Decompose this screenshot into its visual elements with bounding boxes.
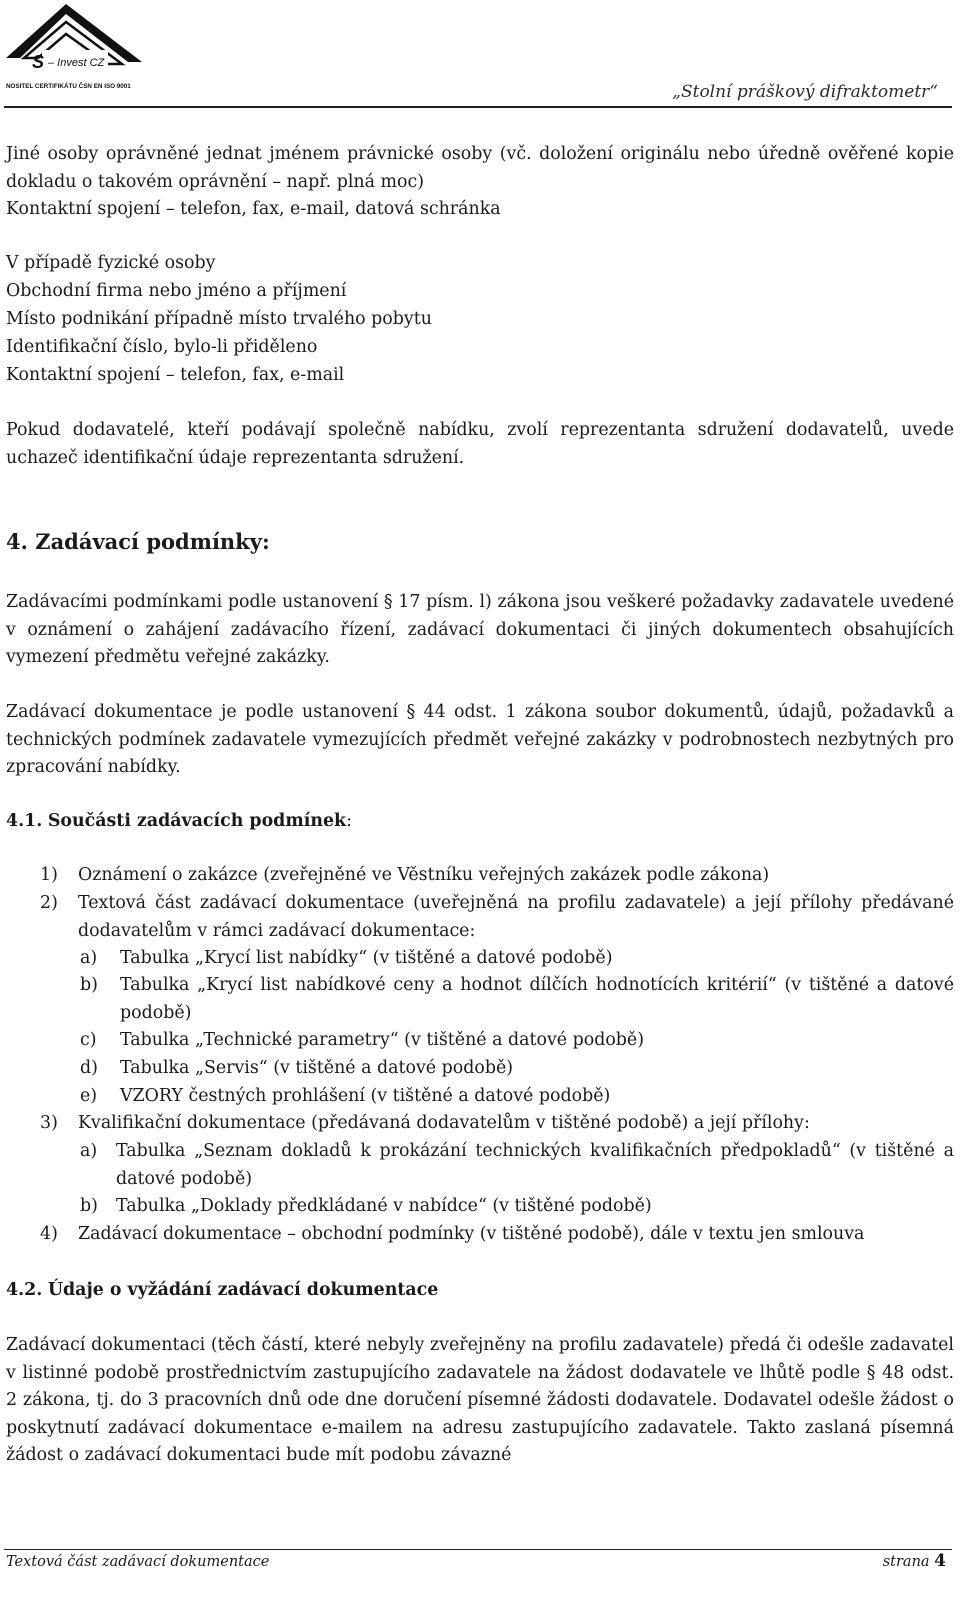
paragraph-consortium: Pokud dodavatelé, kteří podávají společně nabídku, zvolí reprezentanta sdružení dodavatelů, uvede uchazeč identifikační údaje reprezentanta sdružení. <box>6 420 954 468</box>
svg-text:NOSITEL CERTIFIKÁTU ČSN EN ISO: NOSITEL CERTIFIKÁTU ČSN EN ISO 9001 <box>6 83 131 90</box>
list-letter: b) <box>80 1196 98 1216</box>
section-heading-4-1 <box>6 808 954 836</box>
heading-title: Součásti zadávacích podmínek <box>47 811 347 831</box>
document-title: „Stolní práškový difraktometr“ <box>672 82 938 102</box>
list-text: Tabulka „Servis“ (v tištěné a datové podobě) <box>120 1058 514 1078</box>
section-heading-4-2 <box>6 1277 954 1305</box>
list-letter: a) <box>80 948 98 968</box>
paragraph-contact: Kontaktní spojení – telefon, fax, e-mail, datová schránka <box>6 199 501 219</box>
section-heading-4: 4. Zadávací podmínky: <box>6 529 270 554</box>
text-line: V případě fyzické osoby <box>6 253 216 273</box>
heading-number: 4.1. <box>6 811 43 831</box>
text-line: Obchodní firma nebo jméno a příjmení <box>6 281 347 301</box>
list-number: 1) <box>40 865 58 885</box>
logo-graphic <box>4 2 146 94</box>
list-text: Tabulka „Krycí list nabídky“ (v tištěné a datové podobě) <box>120 948 613 968</box>
paragraph-request: Zadávací dokumentaci (těch částí, které nebyly zveřejněny na profilu zadavatele) předá či odešle zadavatel v listinné podobě prostřednictvím zastupujícího zadavatele na žádost dodavatele ve lhůtě podle § 48 odst. 2 zákona, tj. do 3 pracovních dnů ode dne doručení písemné žádosti dodavatele. Dodavatel odešle žádost o poskytnutí zadávací dokumentace e-mailem na adresu zastupujícího zadavatele. Takto zaslaná písemná žádost o zadávací dokumentaci bude mít podobu závazné <box>6 1335 954 1465</box>
footer-document-name: Textová část zadávací dokumentace <box>6 1554 270 1570</box>
page-label: strana <box>882 1554 930 1570</box>
list-text: Tabulka „Seznam dokladů k prokázání technických kvalifikačních předpokladů“ (v tištěné a datové podobě) <box>116 1141 954 1189</box>
footer-divider <box>4 1549 952 1550</box>
paragraph-conditions: Zadávacími podmínkami podle ustanovení § 17 písm. l) zákona jsou veškeré požadavky zadavatele uvedené v oznámení o zahájení zadávacího řízení, zadávací dokumentaci či jiných dokumentech obsahujících vymezení předmětu veřejné zakázky. <box>6 592 954 667</box>
list-letter: b) <box>80 975 98 995</box>
svg-text:– Invest CZ: – Invest CZ <box>48 57 105 69</box>
list-letter: c) <box>80 1030 97 1050</box>
list-letter: d) <box>80 1058 98 1078</box>
header-divider <box>4 106 952 108</box>
list-text: VZORY čestných prohlášení (v tištěné a datové podobě) <box>120 1086 611 1106</box>
list-text: Textová část zadávací dokumentace (uveřejněná na profilu zadavatele) a její přílohy předávané dodavatelům v rámci zadávací dokumentace: <box>78 893 954 941</box>
list-letter: e) <box>80 1086 98 1106</box>
heading-title: Údaje o vyžádání zadávací dokumentace <box>47 1280 439 1300</box>
page-number <box>883 1551 946 1571</box>
page-number-value: 4 <box>934 1551 946 1571</box>
list-number: 4) <box>40 1224 58 1244</box>
company-logo <box>4 2 146 94</box>
list-text: Zadávací dokumentace – obchodní podmínky (v tištěné podobě), dále v textu jen smlouva <box>78 1224 865 1244</box>
paragraph-documentation: Zadávací dokumentace je podle ustanovení § 44 odst. 1 zákona soubor dokumentů, údajů, požadavků a technických podmínek zadavatele vymezujících předmět veřejné zakázky v podrobnostech nezbytných pro zpracování nabídky. <box>6 702 954 777</box>
list-text: Tabulka „Technické parametry“ (v tištěné a datové podobě) <box>120 1030 645 1050</box>
list-text: Kvalifikační dokumentace (předávaná dodavatelům v tištěné podobě) a její přílohy: <box>78 1113 810 1133</box>
svg-text:S: S <box>32 52 45 72</box>
paragraph-authorized-persons: Jiné osoby oprávněné jednat jménem právnické osoby (vč. doložení originálu nebo úředně ověřené kopie dokladu o takovém oprávnění – např. plná moc) <box>6 144 954 192</box>
text-line: Identifikační číslo, bylo-li přiděleno <box>6 337 318 357</box>
text-line: Místo podnikání případně místo trvalého pobytu <box>6 309 432 329</box>
heading-colon: : <box>346 811 352 831</box>
list-text: Tabulka „Krycí list nabídkové ceny a hodnot dílčích hodnotících kritérií“ (v tištěné a datové podobě) <box>120 975 954 1023</box>
list-number: 3) <box>40 1113 58 1133</box>
heading-number: 4.2. <box>6 1280 43 1300</box>
list-text: Tabulka „Doklady předkládané v nabídce“ (v tištěné podobě) <box>116 1196 652 1216</box>
list-letter: a) <box>80 1141 98 1161</box>
text-line: Kontaktní spojení – telefon, fax, e-mail <box>6 365 345 385</box>
list-text: Oznámení o zakázce (zveřejněné ve Věstníku veřejných zakázek podle zákona) <box>78 865 770 885</box>
list-number: 2) <box>40 893 58 913</box>
